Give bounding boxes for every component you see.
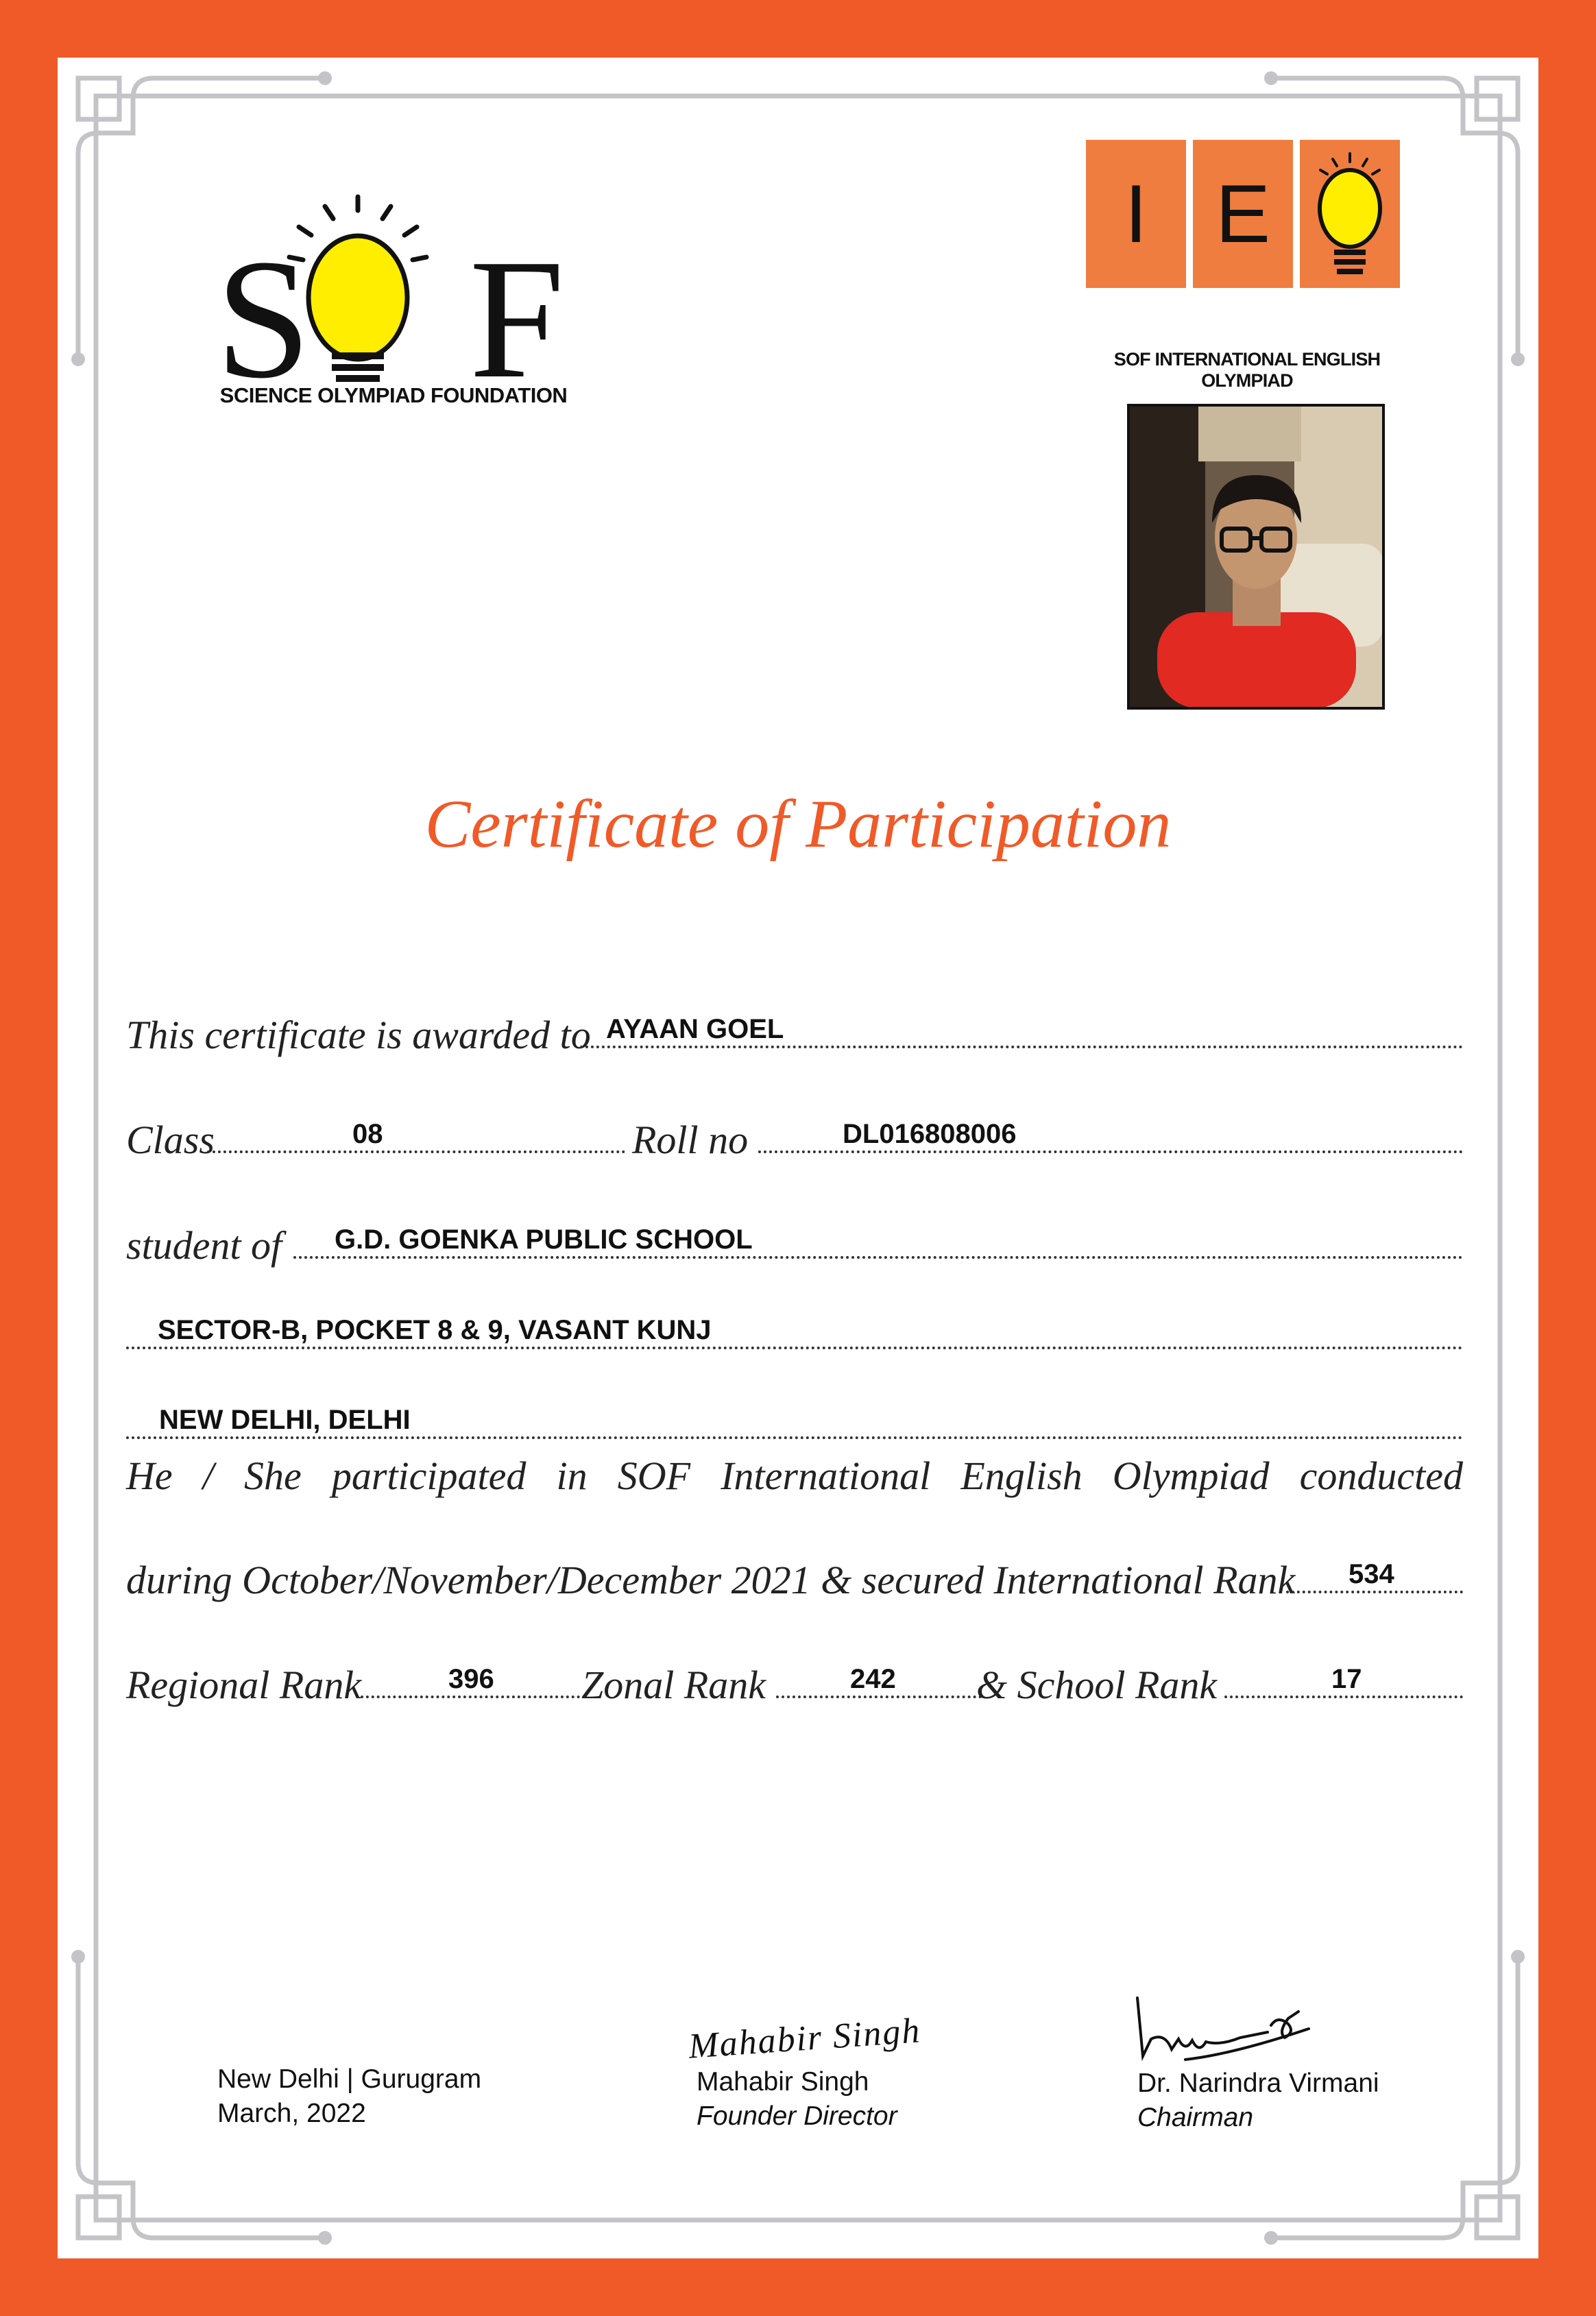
participation-line-2: during October/November/December 2021 & secured International Rank <box>126 1558 1296 1602</box>
dotted-line <box>758 1150 1463 1153</box>
participation-line-1: He / She participated in SOF International English Olympiad conducted <box>126 1453 1463 1498</box>
school-name: G.D. GOENKA PUBLIC SCHOOL <box>335 1225 753 1255</box>
school-rank-label: & School Rank <box>976 1663 1218 1707</box>
student-of-label: student of <box>126 1223 282 1268</box>
signature-mahabir <box>687 2011 923 2066</box>
sof-logo <box>202 130 585 431</box>
dotted-line <box>361 1696 580 1698</box>
awarded-label: This certificate is awarded to <box>126 1013 591 1057</box>
lightbulb-icon <box>1300 140 1400 288</box>
ieo-caption: SOF INTERNATIONAL ENGLISH OLYMPIAD <box>1113 349 1381 391</box>
student-name: AYAAN GOEL <box>606 1014 784 1044</box>
roll-label: Roll no <box>632 1118 749 1162</box>
sof-wordmark <box>202 243 585 380</box>
dotted-line <box>1224 1696 1463 1698</box>
zonal-rank-label: Zonal Rank <box>581 1663 766 1707</box>
dotted-line <box>1286 1591 1463 1593</box>
svg-text:F: F <box>469 243 565 380</box>
rank-row <box>126 1637 1463 1705</box>
signatory-1-title: Founder Director <box>697 2101 897 2131</box>
school-address-1: SECTOR-B, POCKET 8 & 9, VASANT KUNJ <box>158 1315 712 1345</box>
class-roll-row <box>126 1091 1463 1160</box>
signatory-1 <box>697 2065 897 2134</box>
ieo-box-e <box>1193 140 1293 288</box>
international-rank-row <box>126 1532 1463 1600</box>
ieo-logo <box>1086 140 1408 391</box>
dotted-line <box>126 1436 1463 1439</box>
name-row <box>126 987 1463 1055</box>
signatory-2-name: Dr. Narindra Virmani <box>1137 2068 1379 2098</box>
certificate-sheet <box>58 58 1538 2258</box>
dotted-line <box>580 1046 1463 1048</box>
ieo-letter-i: I <box>1124 168 1148 260</box>
regional-rank: 396 <box>448 1664 494 1694</box>
svg-text:S: S <box>215 243 311 380</box>
ieo-box-i <box>1086 140 1186 288</box>
date: March, 2022 <box>217 2099 366 2128</box>
signatory-1-name: Mahabir Singh <box>697 2067 869 2097</box>
school-rank: 17 <box>1331 1664 1362 1694</box>
zonal-rank: 242 <box>850 1664 896 1694</box>
place: New Delhi | Gurugram <box>217 2064 482 2094</box>
certificate-title: Certificate of Participation <box>424 786 1172 862</box>
dotted-line <box>207 1150 625 1153</box>
student-photo <box>1127 404 1385 710</box>
school-row-1 <box>126 1197 1463 1266</box>
signatory-2-title: Chairman <box>1137 2103 1254 2132</box>
international-rank: 534 <box>1349 1559 1394 1589</box>
ieo-box-o <box>1300 140 1400 288</box>
class-label: Class <box>126 1118 215 1162</box>
signature-virmani <box>1124 1991 1329 2073</box>
ieo-letter-e: E <box>1215 168 1271 260</box>
school-row-2 <box>126 1288 1463 1356</box>
place-date <box>217 2062 481 2131</box>
signatory-2 <box>1137 2066 1379 2135</box>
dotted-line <box>126 1347 1463 1349</box>
sof-caption: SCIENCE OLYMPIAD FOUNDATION <box>219 383 568 407</box>
dotted-line <box>293 1256 1463 1259</box>
dotted-line <box>776 1696 982 1698</box>
school-address-2: NEW DELHI, DELHI <box>159 1405 411 1435</box>
signature-mahabir-script: Mahabir Singh <box>687 2011 923 2066</box>
regional-rank-label: Regional Rank <box>126 1663 362 1707</box>
roll-value: DL016808006 <box>843 1119 1017 1149</box>
class-value: 08 <box>352 1119 383 1149</box>
school-row-3 <box>126 1377 1463 1446</box>
